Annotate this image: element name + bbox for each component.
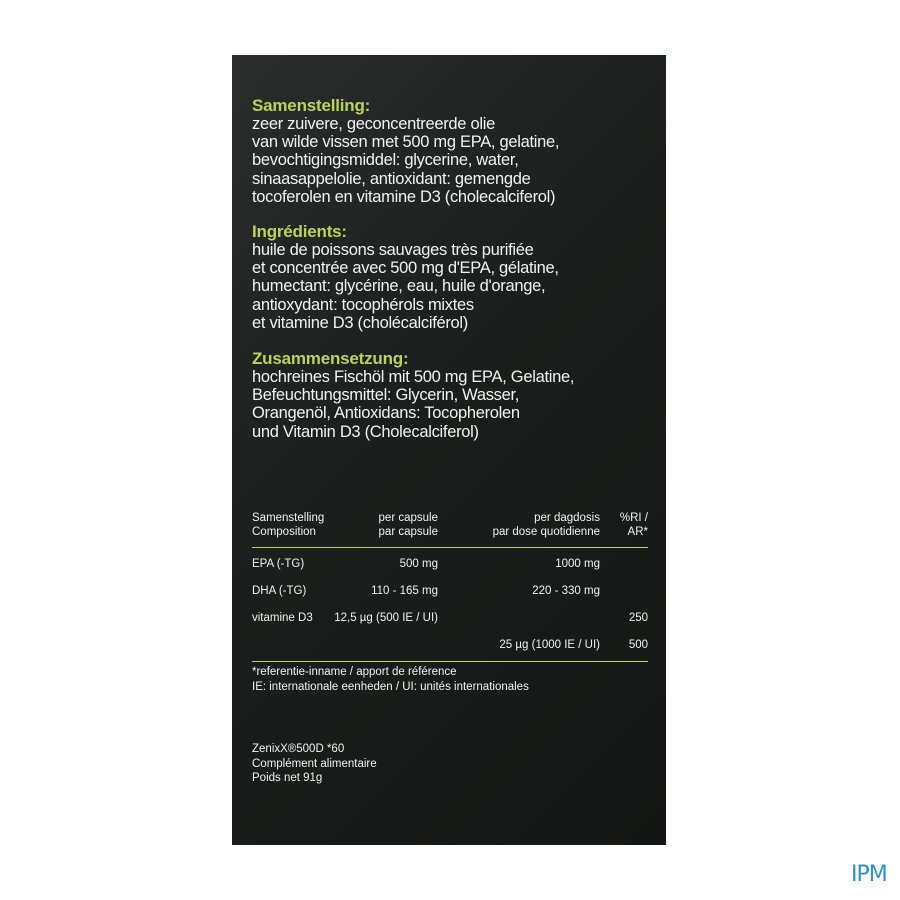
body-line: antioxydant: tocophérols mixtes <box>252 295 474 314</box>
row-per-capsule: 110 - 165 mg <box>371 585 438 597</box>
header-cell: par dose quotidienne <box>492 526 600 538</box>
footnote: IE: internationale eenheden / UI: unités internationales <box>252 680 529 693</box>
table-row <box>252 584 648 598</box>
section-french <box>252 223 662 332</box>
row-name: EPA (-TG) <box>252 558 305 570</box>
header-cell: per capsule <box>378 512 438 524</box>
body-line: et concentrée avec 500 mg d'EPA, gélatine, <box>252 259 559 278</box>
row-ri: 500 <box>628 639 648 651</box>
body-line: et vitamine D3 (cholécalciférol) <box>252 313 468 332</box>
row-name: vitamine D3 <box>252 612 313 624</box>
header-cell: %RI / <box>619 512 648 524</box>
section-heading: Zusammensetzung: <box>252 349 409 368</box>
body-line: Befeuchtungsmittel: Glycerin, Wasser, <box>252 386 520 405</box>
header-cell: Composition <box>252 526 316 538</box>
footnote: *referentie-inname / apport de référence <box>252 666 457 678</box>
table-divider <box>252 547 648 548</box>
table-header-row <box>252 511 648 525</box>
body-line: sinaasappelolie, antioxidant: gemengde <box>252 169 531 188</box>
net-weight: Poids net 91g <box>252 772 323 784</box>
body-line: und Vitamin D3 (Cholecalciferol) <box>252 422 479 441</box>
row-per-capsule: 12,5 µg (500 IE / UI) <box>334 612 438 624</box>
table-row <box>252 557 648 571</box>
table-header-row <box>252 525 648 539</box>
section-german <box>252 350 662 441</box>
header-cell: AR* <box>627 526 648 538</box>
row-per-day: 220 - 330 mg <box>532 585 600 597</box>
label-panel <box>232 55 666 845</box>
row-ri: 250 <box>628 612 648 624</box>
body-line: van wilde vissen met 500 mg EPA, gelatine, <box>252 133 560 152</box>
body-line: hochreines Fischöl mit 500 mg EPA, Gelatine, <box>252 368 575 386</box>
row-name: DHA (-TG) <box>252 585 307 597</box>
body-line: Orangenöl, Antioxidans: Tocopherolen <box>252 404 520 423</box>
ipm-logo: IPM <box>851 862 887 887</box>
header-cell: par capsule <box>378 526 438 538</box>
product-name: ZenixX®500D *60 <box>252 743 345 755</box>
footnotes <box>252 665 529 694</box>
table-row <box>252 638 648 652</box>
table-divider <box>252 661 648 662</box>
header-cell: Samenstelling <box>252 512 325 524</box>
body-line: zeer zuivere, geconcentreerde olie <box>252 115 495 133</box>
row-per-day: 1000 mg <box>555 558 600 570</box>
section-dutch <box>252 97 662 206</box>
product-type: Complément alimentaire <box>252 757 377 770</box>
row-per-day: 25 µg (1000 IE / UI) <box>499 639 600 651</box>
header-cell: per dagdosis <box>534 512 600 524</box>
section-heading: Samenstelling: <box>252 96 371 115</box>
product-info <box>252 742 377 786</box>
body-line: huile de poissons sauvages très purifiée <box>252 241 534 259</box>
section-heading: Ingrédients: <box>252 222 347 241</box>
body-line: bevochtigingsmiddel: glycerine, water, <box>252 151 519 170</box>
body-line: tocoferolen en vitamine D3 (cholecalciferol) <box>252 187 556 206</box>
row-per-capsule: 500 mg <box>399 558 438 570</box>
table-row <box>252 611 648 625</box>
body-line: humectant: glycérine, eau, huile d'orange, <box>252 277 546 296</box>
